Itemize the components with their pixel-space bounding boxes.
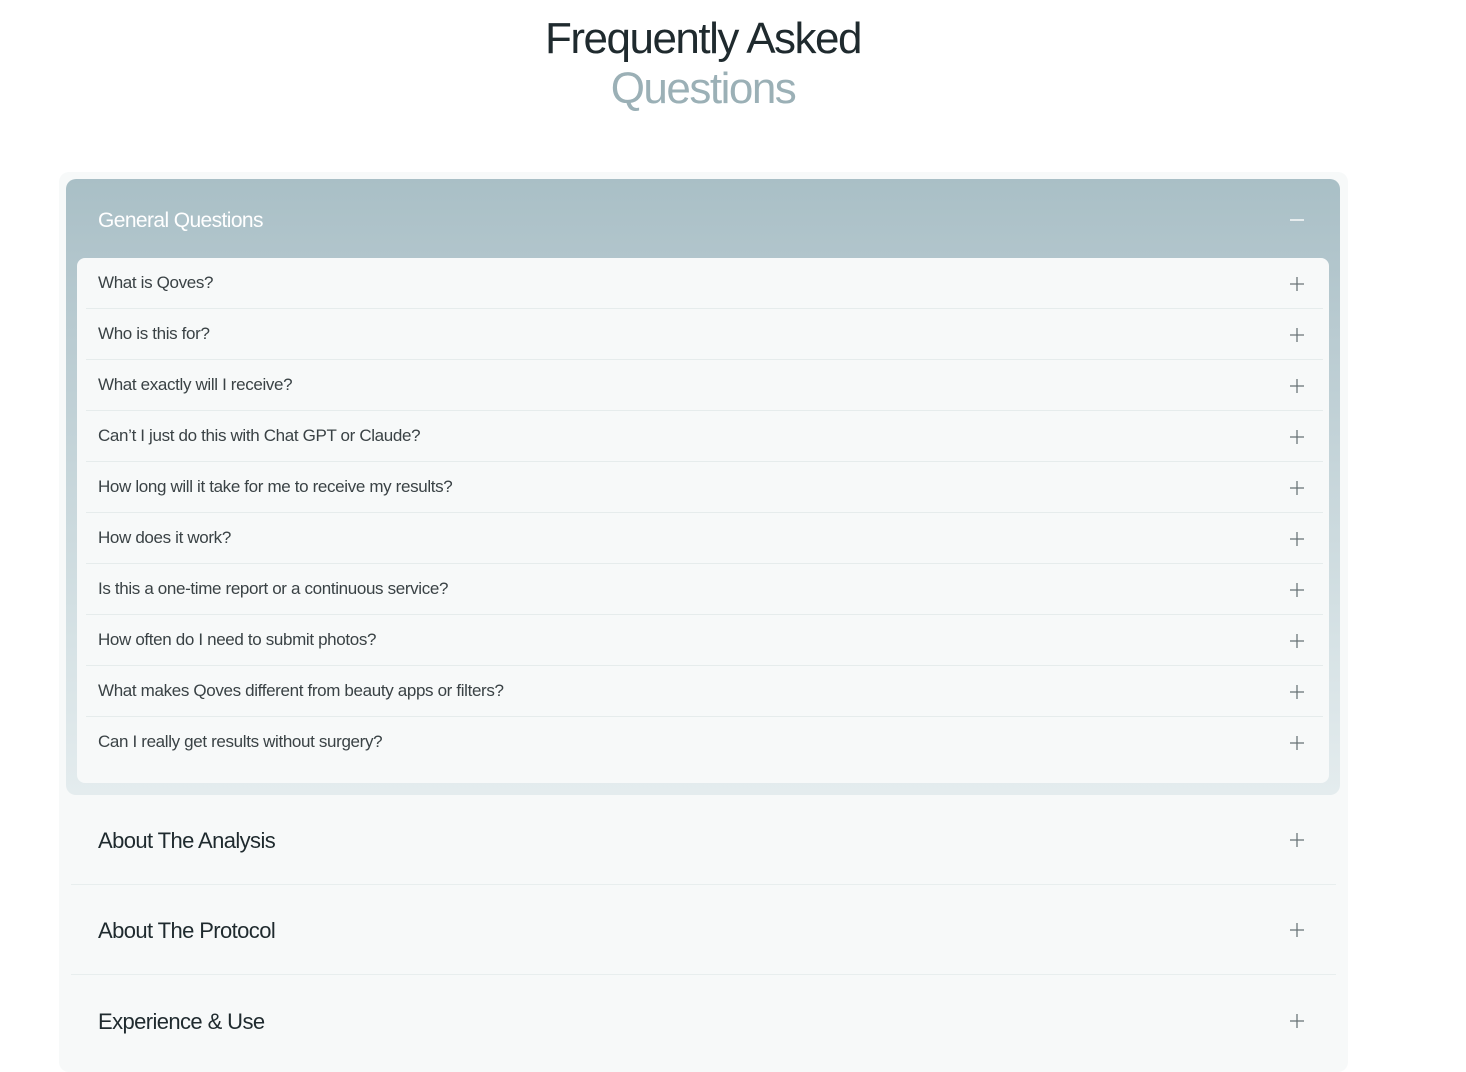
page-title — [0, 14, 1406, 114]
faq-accordion — [59, 172, 1348, 1072]
plus-icon[interactable] — [1290, 833, 1304, 847]
faq-question-item[interactable] — [77, 615, 1329, 666]
faq-question-item[interactable] — [77, 666, 1329, 717]
plus-icon[interactable] — [1290, 481, 1304, 495]
plus-icon[interactable] — [1290, 685, 1304, 699]
faq-question-item[interactable] — [77, 564, 1329, 615]
faq-question-text: How does it work? — [98, 528, 231, 547]
faq-question-text: How often do I need to submit photos? — [98, 630, 377, 649]
faq-question-text: Is this a one-time report or a continuous service? — [98, 579, 449, 598]
faq-question-text: What is Qoves? — [98, 273, 214, 292]
faq-question-item[interactable] — [77, 462, 1329, 513]
plus-icon[interactable] — [1290, 583, 1304, 597]
faq-section-analysis[interactable] — [71, 795, 1336, 885]
plus-icon[interactable] — [1290, 379, 1304, 393]
faq-section-protocol-title: About The Protocol — [98, 918, 276, 943]
faq-question-item[interactable] — [77, 513, 1329, 564]
faq-section-protocol[interactable] — [71, 885, 1336, 975]
faq-question-item[interactable] — [77, 411, 1329, 462]
page-title-line-1: Frequently Asked — [545, 14, 861, 63]
faq-section-general-header[interactable] — [66, 179, 1340, 259]
faq-section-general-title: General Questions — [98, 209, 263, 232]
faq-section-analysis-title: About The Analysis — [98, 828, 276, 853]
plus-icon[interactable] — [1290, 277, 1304, 291]
faq-question-item[interactable] — [77, 309, 1329, 360]
page-title-line-2: Questions — [610, 64, 796, 113]
plus-icon[interactable] — [1290, 328, 1304, 342]
faq-question-text: Can I really get results without surgery? — [98, 732, 383, 751]
minus-icon[interactable] — [1290, 213, 1304, 227]
faq-question-text: Who is this for? — [98, 324, 210, 343]
faq-question-text: Can’t I just do this with Chat GPT or Claude? — [98, 426, 421, 445]
faq-question-item[interactable] — [77, 258, 1329, 309]
faq-question-item[interactable] — [77, 360, 1329, 411]
plus-icon[interactable] — [1290, 634, 1304, 648]
plus-icon[interactable] — [1290, 923, 1304, 937]
faq-section-experience-title: Experience & Use — [98, 1009, 265, 1034]
plus-icon[interactable] — [1290, 532, 1304, 546]
plus-icon[interactable] — [1290, 430, 1304, 444]
faq-section-experience[interactable] — [71, 975, 1336, 1065]
faq-question-list — [77, 258, 1329, 783]
faq-question-text: How long will it take for me to receive my results? — [98, 477, 453, 496]
faq-question-text: What exactly will I receive? — [98, 375, 293, 394]
plus-icon[interactable] — [1290, 1014, 1304, 1028]
faq-question-text: What makes Qoves different from beauty apps or filters? — [98, 681, 504, 700]
faq-question-item[interactable] — [77, 717, 1329, 768]
plus-icon[interactable] — [1290, 736, 1304, 750]
faq-section-general — [66, 179, 1340, 795]
